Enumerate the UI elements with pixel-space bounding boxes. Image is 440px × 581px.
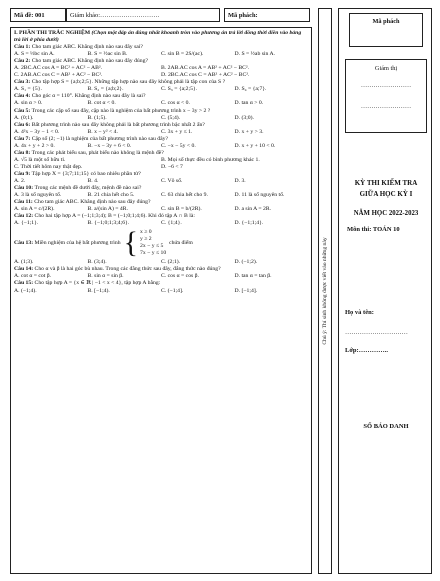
exam-title-2: GIỮA HỌC KỲ I [359,190,413,198]
answer-option[interactable]: B. 2AB.AC cos A = AB² + AC² − BC². [161,65,250,72]
cut-line-text: Chú ý: Thí sinh không được viết vào những này [322,237,328,345]
answer-option[interactable]: D. S₄ = {a;7}. [234,86,267,93]
question-number: Câu 14: [14,266,34,273]
question-number: Câu 7: [14,135,31,142]
question-sheet [10,27,312,574]
name-field[interactable]: ………………………… [345,329,408,336]
question-text: Miền nghiệm của hệ bất phương trình [34,239,121,246]
question-item [14,266,308,280]
answer-options [14,143,308,150]
answer-option[interactable]: B. (1;5). [87,114,107,121]
answer-option[interactable]: C. (2;1). [161,259,181,266]
question-number: Câu 8: [14,149,31,156]
question-item [14,185,308,199]
answer-option[interactable]: B. 21 chia hết cho 5. [87,192,135,199]
answer-option[interactable]: D. tan α > 0. [234,100,264,107]
question-text: Cho tam giác ABC. Khẳng định nào sau đây đúng? [34,199,151,206]
question-text: Tập hợp X = {3;7;11;15} có bao nhiêu phần tử? [31,170,141,177]
proctor-sign-1: …………………… [360,82,412,89]
answer-option[interactable]: D. x + y > 3. [234,128,264,135]
answer-option[interactable]: D. a sin A = 2R. [234,206,272,213]
answer-options [14,100,308,107]
answer-option[interactable]: C. sin B = b/(2R). [161,206,202,213]
question-number: Câu 13: [14,239,34,246]
question-number: Câu 3: [14,79,31,86]
answer-option[interactable]: C. (5;4). [161,114,181,121]
answer-option[interactable]: A. 3 là số nguyên tố. [14,192,62,199]
answer-option[interactable]: D. {−1;1;4}. [234,220,264,227]
answer-option[interactable]: D. (3;0). [234,114,254,121]
question-item [14,79,308,93]
answer-options [14,65,308,72]
candidate-number-label: SỐ BÁO DANH [363,423,409,430]
answer-option[interactable]: A. S = ½bc sin A. [14,51,55,58]
answer-option[interactable]: A. 2BC.AC cos A = BC² + AC² − AB². [14,65,103,72]
answer-option[interactable]: C. {1;4}. [161,220,182,227]
question-text: Trong các cặp số sau đây, cặp nào là nghiệm của bất phương trình x − 3y > 2 ? [31,107,211,114]
examiner-field: Giám khảo:………………………. [66,8,220,22]
answer-option[interactable]: A. {−1;1}. [14,220,39,227]
answer-option[interactable]: C. 2AB.AC cos C = AB² + AC² − BC². [14,72,103,79]
question-number: Câu 10: [14,185,34,192]
question-item [14,150,308,171]
question-item [14,171,308,185]
section-heading: I. PHẦN THI TRẮC NGHIỆM (Chọn một đáp án đúng nhất khoanh tròn vào phương án trả lời đồng thời điền vào bảng trả lời ở phía dưới) [14,30,302,44]
answer-option[interactable]: B. cot α < 0. [87,100,116,107]
system-brace: { [123,226,138,260]
question-number: Câu 2: [14,58,31,65]
answer-option[interactable]: B. 4. [87,177,99,184]
exam-code: Mã đề: 001 [10,8,66,22]
question-number: Câu 6: [14,121,31,128]
question-item [14,58,308,79]
answer-option[interactable]: C. −x − 5y < 0. [161,142,196,149]
system-inequality: y ≥ 2 [139,236,152,243]
answer-option[interactable]: B. x − y² < 4. [87,128,118,135]
answer-option[interactable]: D. S = ½ab sin A. [234,51,275,58]
cut-line-note [318,8,332,574]
system-inequality: 2x − y ≤ 5 [139,243,164,250]
question-text: Cho tập hợp A = {x ∈ ℝ | −1 < x < 4}, tập hợp A bằng: [34,280,161,287]
question-item [14,44,308,58]
proctor-box [345,59,427,133]
question-text: Cho hai tập hợp A = (−1;1;3;4); B = (−1;0;1;4;6). Khi đó tập A ∩ B là: [34,213,195,220]
answer-option[interactable]: D. 3. [234,177,246,184]
answer-option[interactable]: D. 2BC.AC cos C = AB² + AC² − BC². [161,72,250,79]
answer-option[interactable]: C. S₃ = {a;2;5}. [161,86,198,93]
question-number: Câu 11: [14,199,33,206]
answer-option[interactable]: D. 11 là số nguyên tố. [234,192,285,199]
question-tail: chứa điểm [169,239,193,246]
answer-option[interactable]: B. a/(sin A) = 4R. [87,206,128,213]
system-inequality: x ≥ 0 [139,229,152,236]
answer-option[interactable]: B. [−1;4). [87,287,110,294]
answer-options [14,157,308,164]
question-text: Cho tam giác ABC. Khẳng định nào sau đây sai? [31,44,143,51]
proctor-label: Giám thị [374,65,398,72]
answer-option[interactable]: C. cos α < 0. [161,100,190,107]
answer-option[interactable]: B. sin α = sin β. [87,273,124,280]
answer-option[interactable]: A. sin α > 0. [14,100,43,107]
answer-option[interactable]: C. (−1;4]. [161,287,184,294]
question-text: Cho góc α = 110°. Khẳng định nào sau đây là sai? [31,93,146,100]
question-item [14,213,308,227]
question-item [14,228,308,266]
question-item [14,280,308,294]
answer-option[interactable]: D. x + y + 10 < 0. [234,142,276,149]
subject: Môn thi: TOÁN 10 [347,226,400,233]
question-text: Bất phương trình nào sau đây không phải là bất phương trình bậc nhất 2 ẩn? [31,121,205,128]
answer-option[interactable]: A. (−1;4). [14,287,37,294]
answer-option[interactable]: A. 2. [14,177,26,184]
name-label: Họ và tên: [345,309,374,316]
answer-option[interactable]: B. {−1;0;1;3;4;6}. [87,220,130,227]
answer-option[interactable]: B. S₂ = {a;b;2}. [87,86,124,93]
answer-option[interactable]: D. [−1;4]. [234,287,258,294]
secret-code-field: Mã phách: [224,8,310,22]
school-year: NĂM HỌC 2022-2023 [353,210,419,217]
answer-options [14,220,308,227]
answer-option[interactable]: C. 63 chia hết cho 9. [161,192,208,199]
answer-option[interactable]: C. cos α = cos β. [161,273,199,280]
question-text: Trong các phát biểu sau, phát biểu nào không là mệnh đề? [31,149,164,156]
answer-option[interactable]: D. (−1;2). [234,259,258,266]
answer-options [14,288,308,295]
question-item [14,108,308,122]
answer-option[interactable]: A. sin A = c/(2R). [14,206,55,213]
answer-option[interactable]: A. 4²x − 3y − 1 < 0. [14,128,60,135]
question-item [14,93,308,107]
question-text: Cặp số (2; −1) là nghiệm của bất phương trình nào sau đây? [31,135,168,142]
question-number: Câu 9: [14,170,31,177]
question-text: Cho tam giác ABC. Khẳng định nào sau đây đúng? [31,58,148,65]
proctor-sign-2: …………………… [360,103,412,110]
answer-option[interactable]: B. (3;4). [87,259,107,266]
answer-option[interactable]: A. cot α = cot β. [14,273,52,280]
student-info-panel [338,8,432,574]
question-text: Trong các mệnh đề dưới đây, mệnh đề nào sai? [34,185,142,192]
question-text: Cho α và β là hai góc bù nhau. Trong các đẳng thức sau đây, đẳng thức nào đúng? [34,266,221,273]
question-number: Câu 4: [14,93,31,100]
question-item [14,199,308,213]
answer-option[interactable]: A. √5 là một số hữu tỉ. [14,156,66,163]
answer-option[interactable]: C. sin B = 2S/(ac). [161,51,204,58]
answer-options [14,178,308,185]
system-inequality: 7x − y ≤ 10 [139,250,167,257]
answer-option[interactable]: B. S = ½ac sin B. [87,51,128,58]
answer-options [14,129,308,136]
answer-option[interactable]: D. tan α = tan β. [234,273,272,280]
answer-option[interactable]: A. (0;1). [14,114,34,121]
question-number: Câu 12: [14,213,34,220]
answer-option[interactable]: C. Vô số. [161,177,183,184]
question-item [14,136,308,150]
answer-option[interactable]: A. (1;3). [14,259,34,266]
answer-options [14,72,308,79]
answer-option[interactable]: B. −x − 3y + 6 < 0. [87,142,132,149]
answer-options [14,164,308,171]
answer-option[interactable]: A. 4x + y + 2 > 0. [14,142,55,149]
question-number: Câu 5: [14,107,31,114]
answer-option[interactable]: B. Mọi số thực đều có bình phương khác 1. [161,156,260,163]
question-list [14,44,308,294]
question-text: Cho tập hợp S = {a;b;2;5}. Những tập hợp nào sau đây không phải là tập con của S ? [31,79,226,86]
answer-option[interactable]: C. Thời tiết hôm nay thật đẹp. [14,163,83,170]
exam-title-1: KỲ THI KIỂM TRA [354,179,418,187]
class-field[interactable]: Lớp:………….. [345,347,388,354]
answer-option[interactable]: A. S₁ = {5}. [14,86,42,93]
secret-code-box: Mã phách [349,13,423,47]
question-number: Câu 15: [14,280,34,287]
question-item [14,122,308,136]
answer-options [14,115,308,122]
question-number: Câu 1: [14,44,31,51]
answer-option[interactable]: C. 3x + y ≤ 1. [161,128,193,135]
inequality-system [140,229,166,257]
answer-option[interactable]: D. −6 < 7 [161,163,183,170]
